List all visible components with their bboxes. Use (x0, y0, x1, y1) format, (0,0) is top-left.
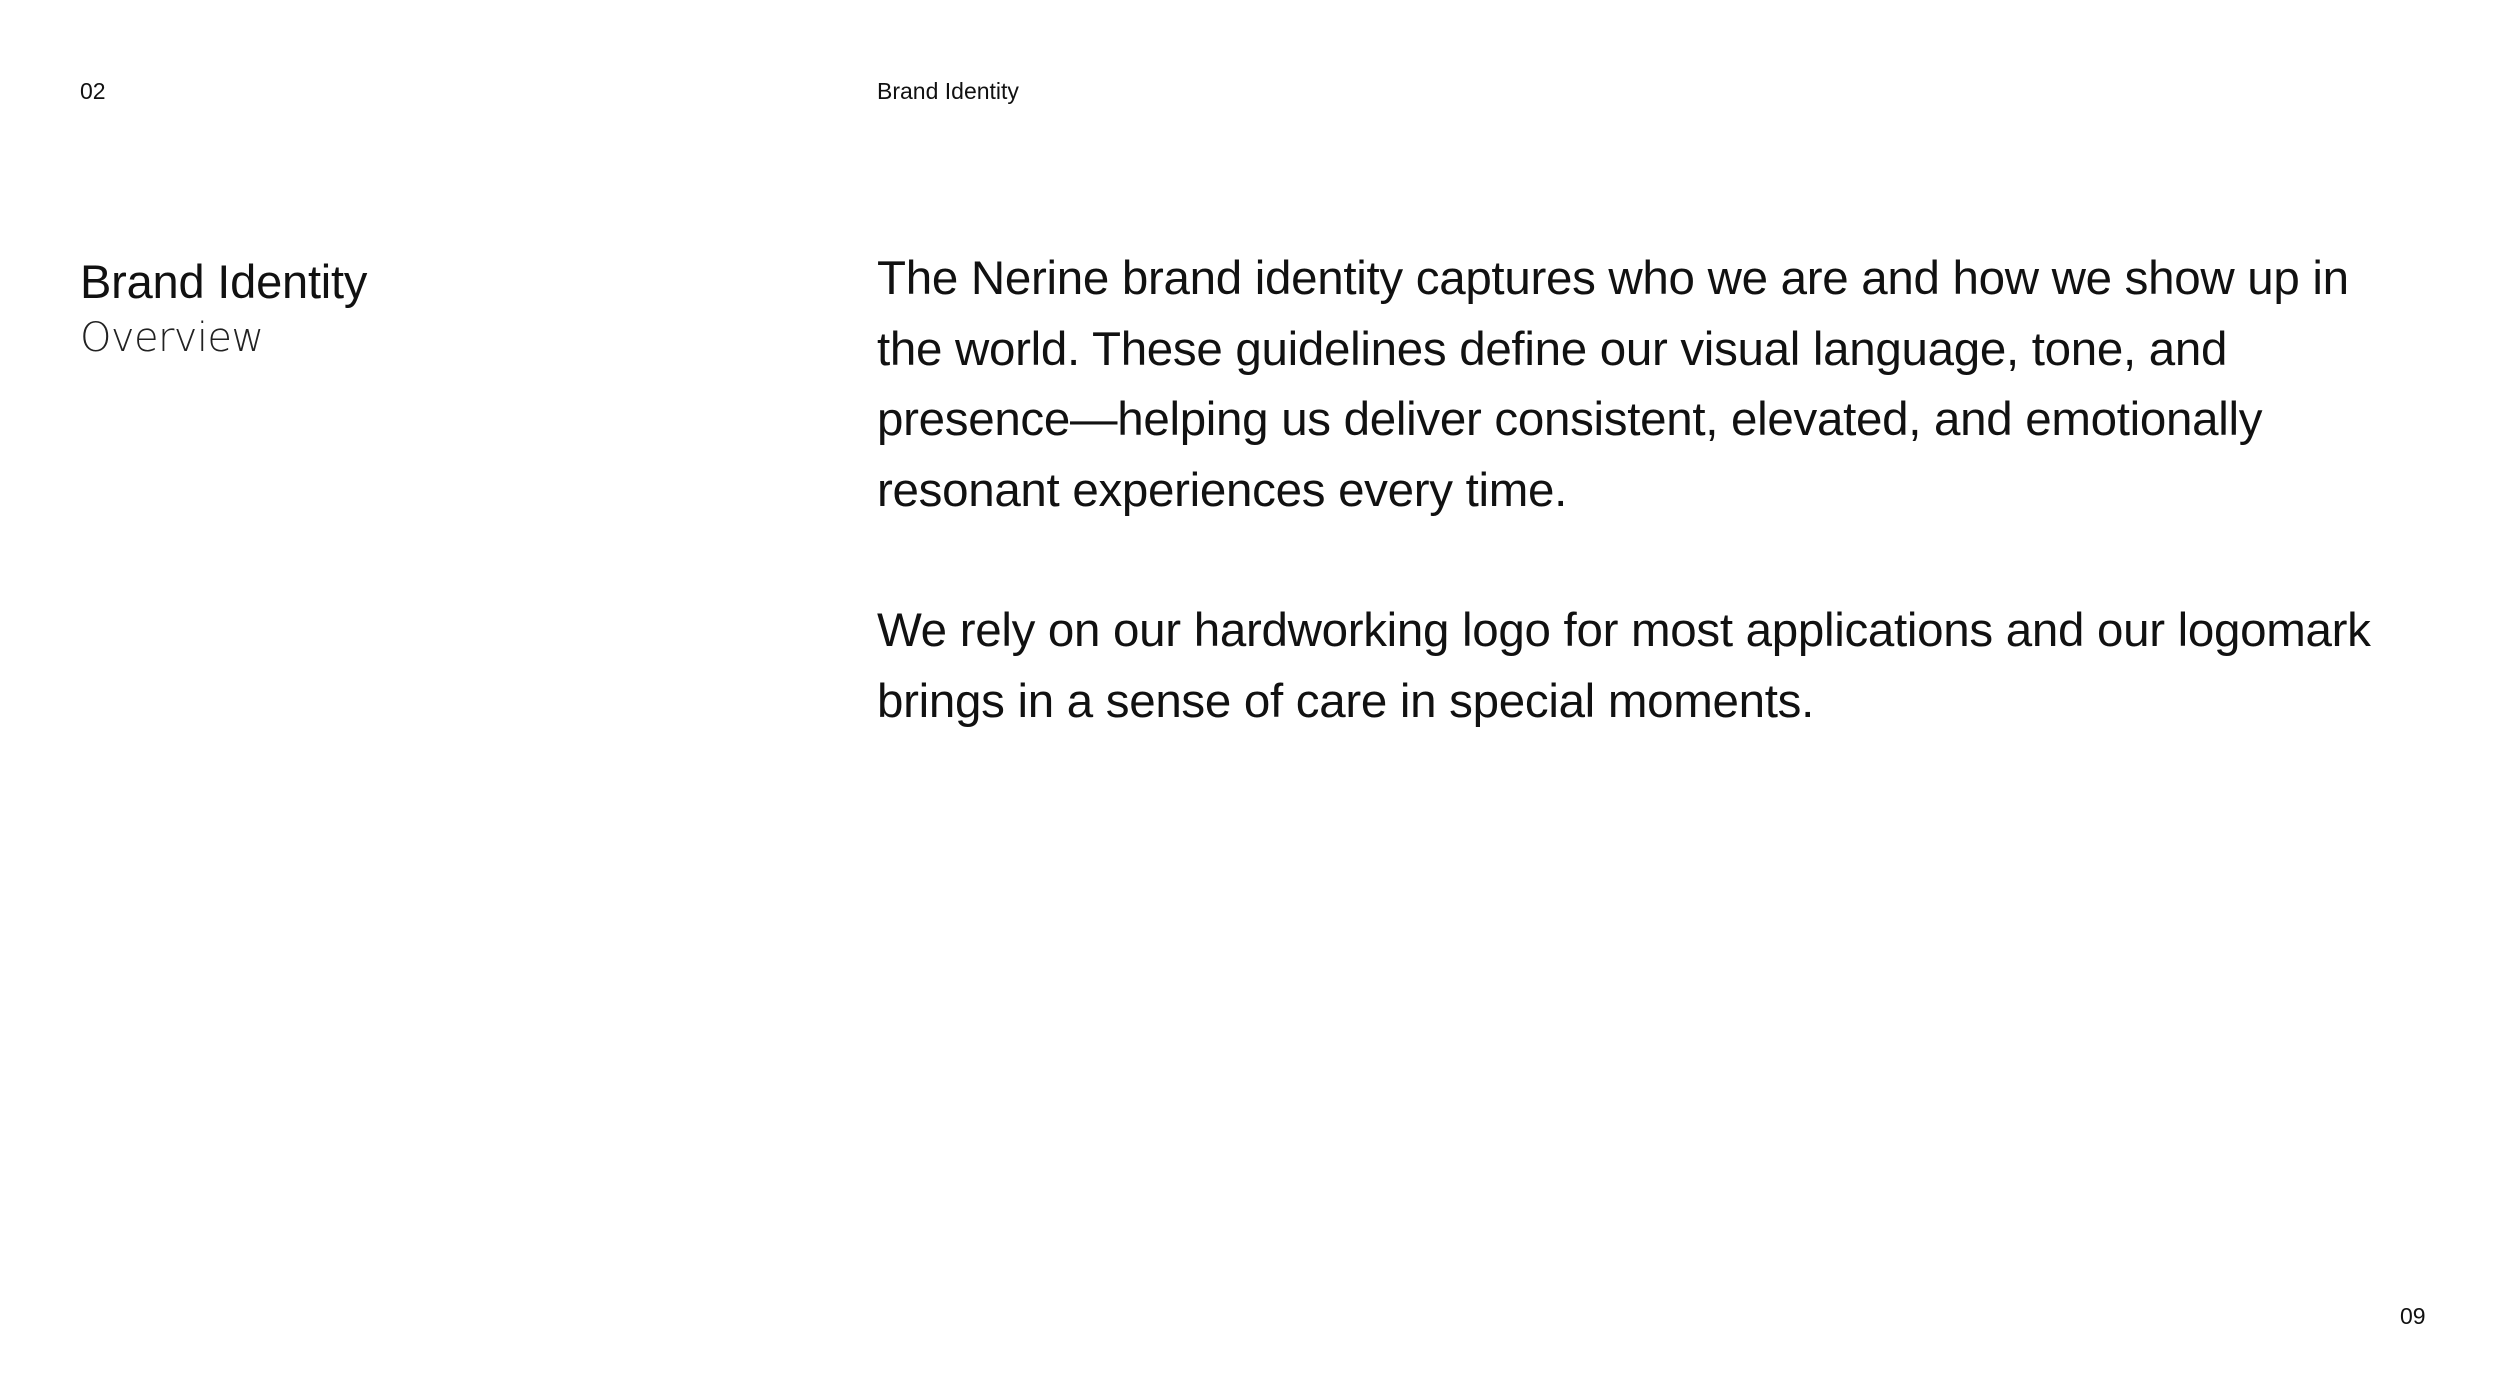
page-title: Brand Identity (80, 255, 368, 308)
body-paragraph-logo: We rely on our hardworking logo for most applications and our logomark brings in a sense of care in special moments. (877, 604, 2371, 728)
section-number: 02 (80, 78, 106, 104)
title-block (80, 254, 780, 366)
page-subtitle: Overview (80, 315, 264, 361)
page-number: 09 (2400, 1303, 2426, 1329)
body-copy (877, 244, 2397, 738)
running-header: Brand Identity (877, 78, 1019, 104)
body-paragraph-intro: The Nerine brand identity captures who we are and how we show up in the world. These guidelines define our visual language, tone, and presence—helping us deliver consistent, elevated, and emotionally resonant experiences every time. (877, 252, 2349, 517)
